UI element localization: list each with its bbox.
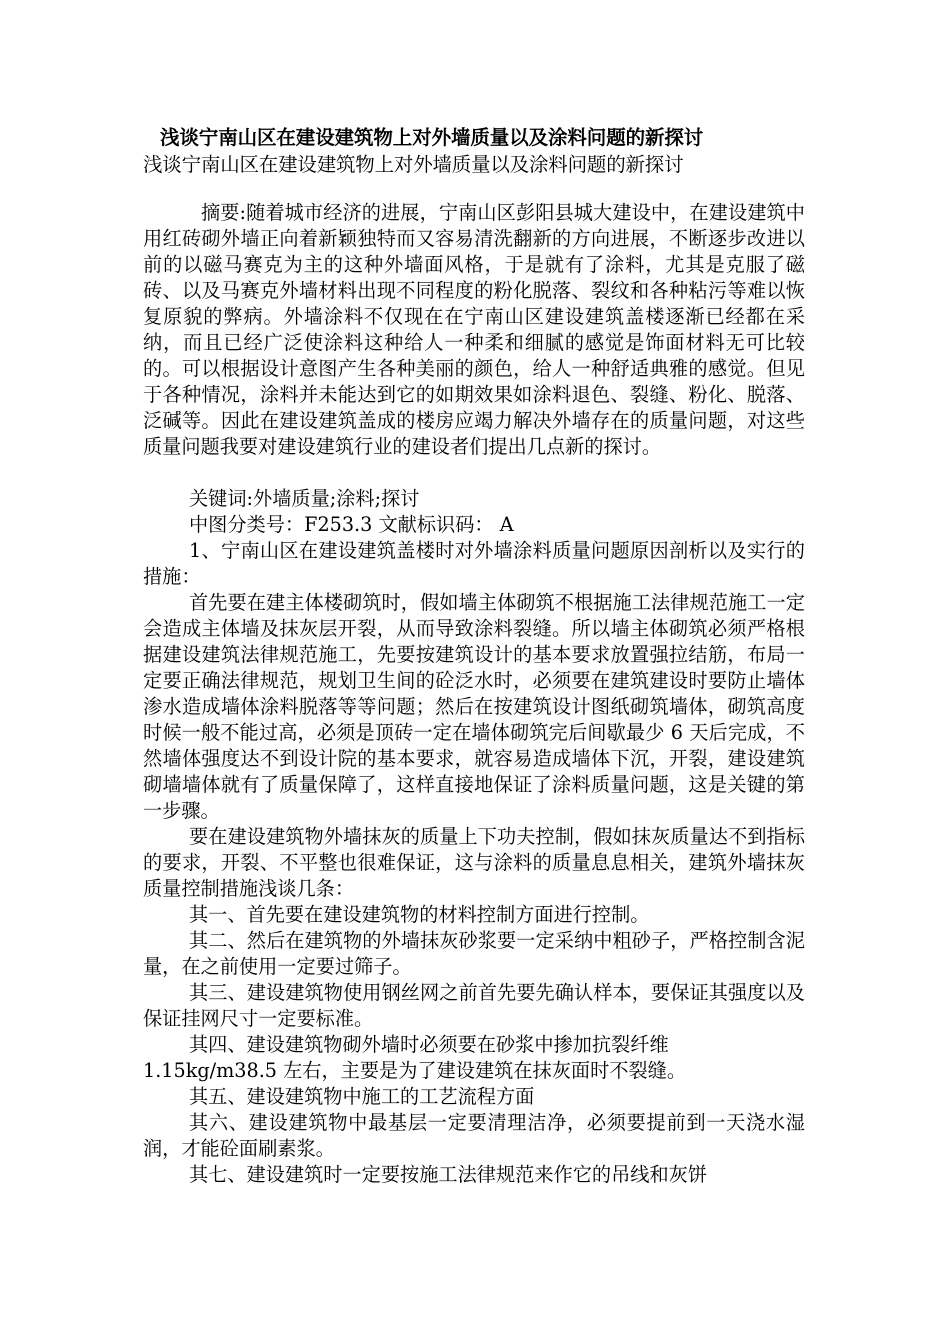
list-item-2: 其二、然后在建筑物的外墙抹灰砂浆要一定采纳中粗砂子，严格控制含泥量，在之前使用一定要过筛子。 bbox=[143, 929, 805, 978]
keywords-line: 关键词:外墙质量;涂料;探讨 bbox=[189, 487, 420, 510]
section-heading: 1、宁南山区在建设建筑盖楼时对外墙涂料质量问题原因剖析以及实行的措施： bbox=[143, 539, 805, 588]
document-subtitle: 浅谈宁南山区在建设建筑物上对外墙质量以及涂料问题的新探讨 bbox=[143, 153, 684, 176]
document-body bbox=[143, 200, 805, 1188]
body-paragraph-2: 要在建设建筑物外墙抹灰的质量上下功夫控制，假如抹灰质量达不到指标的要求，开裂、不平整也很难保证，这与涂料的质量息息相关，建筑外墙抹灰质量控制措施浅谈几条： bbox=[143, 825, 805, 900]
list-item-3: 其三、建设建筑物使用钢丝网之前首先要先确认样本，要保证其强度以及保证挂网尺寸一定要标准。 bbox=[143, 981, 805, 1030]
body-paragraph-1: 首先要在建主体楼砌筑时，假如墙主体砌筑不根据施工法律规范施工一定会造成主体墙及抹灰层开裂，从而导致涂料裂缝。所以墙主体砌筑必须严格根据建设建筑法律规范施工，先要按建筑设计的基本要求放置强拉结筋，布局一定要正确法律规范，规划卫生间的砼泛水时，必须要在建筑建设时要防止墙体渗水造成墙体涂料脱落等等问题；然后在按建筑设计图纸砌筑墙体，砌筑高度时候一般不能过高，必须是顶砖一定在墙体砌筑完后间歇最少 6 天后完成，不然墙体强度达不到设计院的基本要求，就容易造成墙体下沉，开裂，建设建筑砌墙墙体就有了质量保障了，这样直接地保证了涂料质量问题，这是关键的第一步骤。 bbox=[143, 591, 805, 822]
list-item-4 bbox=[143, 1032, 805, 1084]
list-item-1: 其一、首先要在建设建筑物的材料控制方面进行控制。 bbox=[189, 903, 650, 926]
list-item-4-line-2: 1.15kg/m38.5 左右，主要是为了建设建筑在抹灰面时不裂缝。 bbox=[143, 1059, 687, 1082]
classification-line: 中图分类号：F253.3 文献标识码： A bbox=[189, 513, 514, 536]
list-item-5: 其五、建设建筑物中施工的工艺流程方面 bbox=[189, 1085, 535, 1108]
list-item-7: 其七、建设建筑时一定要按施工法律规范来作它的吊线和灰饼 bbox=[189, 1163, 708, 1186]
list-item-6: 其六、建设建筑物中最基层一定要清理洁净，必须要提前到一天浇水湿润，才能砼面刷素浆。 bbox=[143, 1111, 805, 1160]
list-item-4-line-1: 其四、建设建筑物砌外墙时必须要在砂浆中掺加抗裂纤维 bbox=[189, 1033, 669, 1056]
document-title: 浅谈宁南山区在建设建筑物上对外墙质量以及涂料问题的新探讨 bbox=[160, 126, 704, 149]
paragraph-spacer bbox=[143, 460, 805, 486]
abstract-paragraph: 摘要:随着城市经济的进展，宁南山区彭阳县城大建设中，在建设建筑中用红砖砌外墙正向着新颖独特而又容易清洗翻新的方向进展，不断逐步改进以前的以磁马赛克为主的这种外墙面风格，于是就有了涂料，尤其是克服了磁砖、以及马赛克外墙材料出现不同程度的粉化脱落、裂纹和各种粘污等难以恢复原貌的弊病。外墙涂料不仅现在在宁南山区建设建筑盖楼逐渐已经都在采纳，而且已经广泛使涂料这种给人一种柔和细腻的感觉是饰面材料无可比较的。可以根据设计意图产生各种美丽的颜色，给人一种舒适典雅的感觉。但见于各种情况，涂料并未能达到它的如期效果如涂料退色、裂缝、粉化、脱落、泛碱等。因此在建设建筑盖成的楼房应竭力解决外墙存在的质量问题，对这些质量问题我要对建设建筑行业的建设者们提出几点新的探讨。 bbox=[143, 201, 805, 458]
